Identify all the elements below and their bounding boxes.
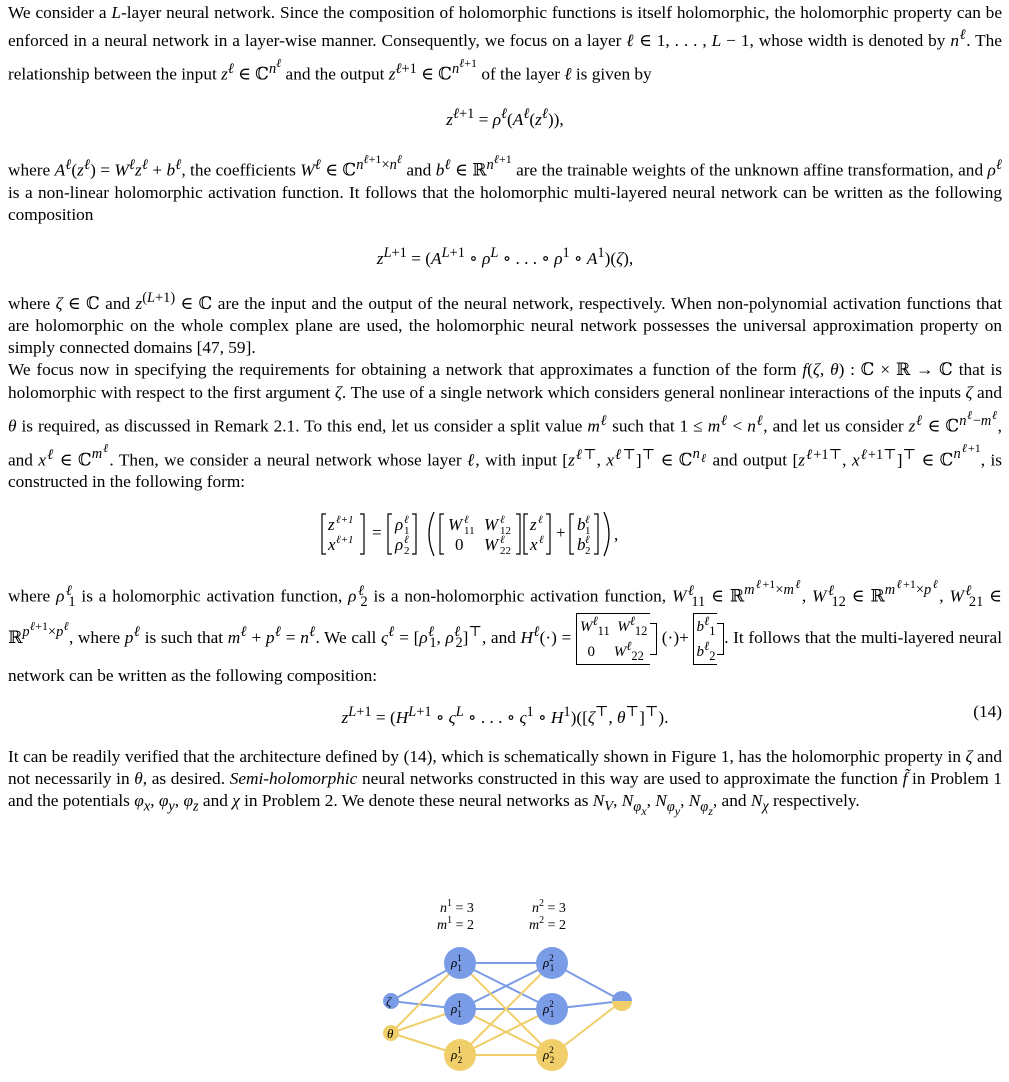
svg-text:b: b bbox=[577, 514, 586, 534]
svg-text:W: W bbox=[484, 514, 499, 534]
equation-block-matrix bbox=[8, 508, 1002, 560]
svg-text:ℓ: ℓ bbox=[404, 533, 409, 546]
svg-text:ℓ: ℓ bbox=[464, 513, 469, 526]
svg-text:2: 2 bbox=[585, 544, 591, 557]
svg-text:ℓ: ℓ bbox=[500, 533, 505, 546]
paper-page bbox=[8, 2, 1002, 822]
svg-text:x: x bbox=[328, 534, 336, 554]
input-theta-label: θ bbox=[387, 1026, 394, 1041]
equation-layer: $z^{\ell+1} = \rho^\ell(A^\ell(z^\ell))$, bbox=[446, 105, 564, 129]
network-figure bbox=[0, 895, 994, 1076]
paragraph-activation: where $\rho^\ell_1$ is a holomorphic activation function, $\rho^\ell_2$ is a non-holomorphic activation function, $W^\ell_{11}$ ∈ ℝ$^{m^{\ell+1}\times m^\ell}$, $W^\ell_{12}$ ∈ ℝ$^{m^{\ell+1}\times p^\ell}$, $W^\ell_{21}$ ∈ ℝ$^{p^{\ell+1}\times p^\ell}$, where $p^\ell$ is such that $m^\ell + p^\ell = n^\ell$. We call $\varsigma^\ell = [\rho^\ell_1$, $\rho^\ell_2]^⊤$, and $H^\ell(\cdot) = W^\ell_{11}$ $W^\ell_{12}$ 0 $W^\ell_{22}$ (·)+ $b^\ell_1$ $b^\ell_2$ . It follows that the multi-layered neural network can be written as the following composition: bbox=[8, 577, 1003, 685]
paragraph-split: We focus now in specifying the requirements for obtaining a network that approximates a function of the form f(ζ, θ) : ℂ × ℝ → ℂ that is holomorphic with respect to the first argument ζ. The use of a single network which considers general nonlinear interactions of the inputs ζ and θ is required, as discussed in Remark 2.1. To this end, let us consider a split value $m^\ell$ such that $1 \le m^\ell < n^\ell$, and let us consider $z^\ell$ ∈ ℂ$^{n^\ell-m^\ell}$, and $x^\ell$ ∈ ℂ$^{m^\ell}$. Then, we consider a neural network whose layer ℓ, with input [$z^{\ell⊤}$, $x^{\ell⊤}]^⊤$ ∈ ℂ$^{n_\ell}$ and output [$z^{\ell+1⊤}$, $x^{\ell+1⊤}]^⊤$ ∈ ℂ$^{n^{\ell+1}}$, is constructed in the following form: bbox=[8, 360, 1003, 492]
node-layer2-holo-2-label: $\rho^2$ 1 bbox=[543, 999, 555, 1019]
svg-text:W: W bbox=[484, 534, 499, 554]
equation-number: (14) bbox=[973, 701, 1002, 721]
svg-text:ℓ+1: ℓ+1 bbox=[336, 513, 354, 526]
svg-text:22: 22 bbox=[500, 544, 511, 557]
layer2-n-label: $n^2 = 3$ bbox=[532, 898, 566, 916]
input-zeta-label: ζ bbox=[386, 994, 392, 1009]
paragraph-intro: We consider a L-layer neural network. Since the composition of holomorphic functions is itself holomorphic, the holomorphic property can be enforced in a neural network in a layer-wise manner. Consequently, we focus on a layer ℓ ∈ 1, . . . , L − 1, whose width is denoted by $n^\ell$. The relationship between the input $z^\ell$ ∈ ℂ$^{n^\ell}$ and the output $z^{\ell+1}$ ∈ ℂ$^{n^{\ell+1}}$ of the layer ℓ is given by bbox=[8, 3, 1002, 84]
layer1-n-label: $n^1 = 3$ bbox=[440, 898, 474, 916]
node-layer2-nonholo-label: $\rho^2$ 2 bbox=[543, 1045, 555, 1065]
svg-text:,: , bbox=[614, 524, 619, 544]
svg-text:ρ: ρ bbox=[395, 514, 404, 534]
node-layer1-holo-1-label: $\rho^1$ 1 bbox=[451, 953, 462, 973]
node-layer1-nonholo-label: $\rho^1$ 2 bbox=[451, 1045, 463, 1065]
svg-text:W: W bbox=[448, 514, 463, 534]
block-matrix-svg bbox=[8, 508, 1002, 560]
paragraph-universal: where ζ ∈ ℂ and $z^{(L+1)}$ ∈ ℂ are the input and the output of the neural network, respectively. When non-polynomial activation functions that are holomorphic on the whole complex plane are used, the holomorphic neural network possesses the universal approximation property on simply connected domains [47, 59]. bbox=[8, 290, 1003, 358]
svg-text:ℓ: ℓ bbox=[404, 513, 409, 526]
paragraph-conclusion: It can be readily verified that the architecture defined by (14), which is schematically shown in Figure 1, has the holomorphic property in ζ and not necessarily in θ, as desired. Semi-holomorphic neural networks constructed in this way are used to approximate the function f̃ in Problem 1 and the potentials $\varphi_x$, $\varphi_y$, $\varphi_z$ and χ in Problem 2. We denote these neural networks as $N_V$, $N_{\varphi_x}$, $N_{\varphi_y}$, $N_{\varphi_z}$, and $N_\chi$ respectively. bbox=[8, 746, 1003, 818]
svg-text:b: b bbox=[577, 534, 586, 554]
svg-text:ℓ+1: ℓ+1 bbox=[336, 533, 354, 546]
svg-text:12: 12 bbox=[500, 524, 511, 537]
node-layer1-holo-2-label: $\rho^1$ 1 bbox=[451, 999, 462, 1019]
node-layer2-holo-1-label: $\rho^2$ 1 bbox=[543, 953, 555, 973]
paragraph-affine: where $A^\ell(z^\ell) = W^\ell z^\ell + b^\ell$, the coefficients $W^\ell$ ∈ ℂ$^{n^{\ell+1}\times n^\ell}$ and $b^\ell$ ∈ ℝ$^{n^{\ell+1}}$ are the trainable weights of the unknown affine transformation, and $\rho^\ell$ is a non-linear holomorphic activation function. It follows that the holomorphic multi-layered neural network can be written as the following composition bbox=[8, 151, 1002, 224]
equation-composition: $z^{L+1} = (A^{L+1}$ ∘ $\rho^L$ ∘ . . . ∘ $\rho^1$ ∘ $A^1)(\zeta)$, bbox=[376, 245, 634, 268]
svg-text:ℓ: ℓ bbox=[538, 513, 543, 526]
svg-text:1: 1 bbox=[585, 524, 591, 537]
svg-text:ℓ: ℓ bbox=[539, 533, 544, 546]
holomorphic-edges bbox=[391, 963, 622, 1009]
svg-text:11: 11 bbox=[464, 524, 475, 537]
svg-text:0: 0 bbox=[455, 534, 464, 554]
svg-text:ℓ: ℓ bbox=[585, 533, 590, 546]
svg-text:ρ: ρ bbox=[395, 534, 404, 554]
svg-text:ℓ: ℓ bbox=[585, 513, 590, 526]
svg-text:2: 2 bbox=[404, 544, 410, 557]
layer2-m-label: $m^2 = 2$ bbox=[529, 915, 567, 933]
non-holomorphic-edges bbox=[391, 963, 622, 1055]
output-node bbox=[612, 991, 632, 1011]
svg-text:ℓ: ℓ bbox=[500, 513, 505, 526]
equation-semi-holomorphic: $z^{L+1} = (H^{L+1}$ ∘ $\varsigma^L$ ∘ . . . ∘ $\varsigma^1$ ∘ $H^1)([\zeta^⊤$, θ⊤]⊤). (14) bbox=[341, 701, 1002, 727]
svg-text:1: 1 bbox=[404, 524, 410, 537]
layer1-m-label: $m^1 = 2$ bbox=[437, 915, 475, 933]
svg-text:x: x bbox=[530, 534, 538, 554]
svg-text:z: z bbox=[530, 514, 537, 534]
svg-text:z: z bbox=[328, 514, 335, 534]
network-diagram-svg bbox=[0, 895, 994, 1076]
svg-text:=: = bbox=[372, 522, 382, 542]
svg-text:+: + bbox=[556, 522, 566, 542]
